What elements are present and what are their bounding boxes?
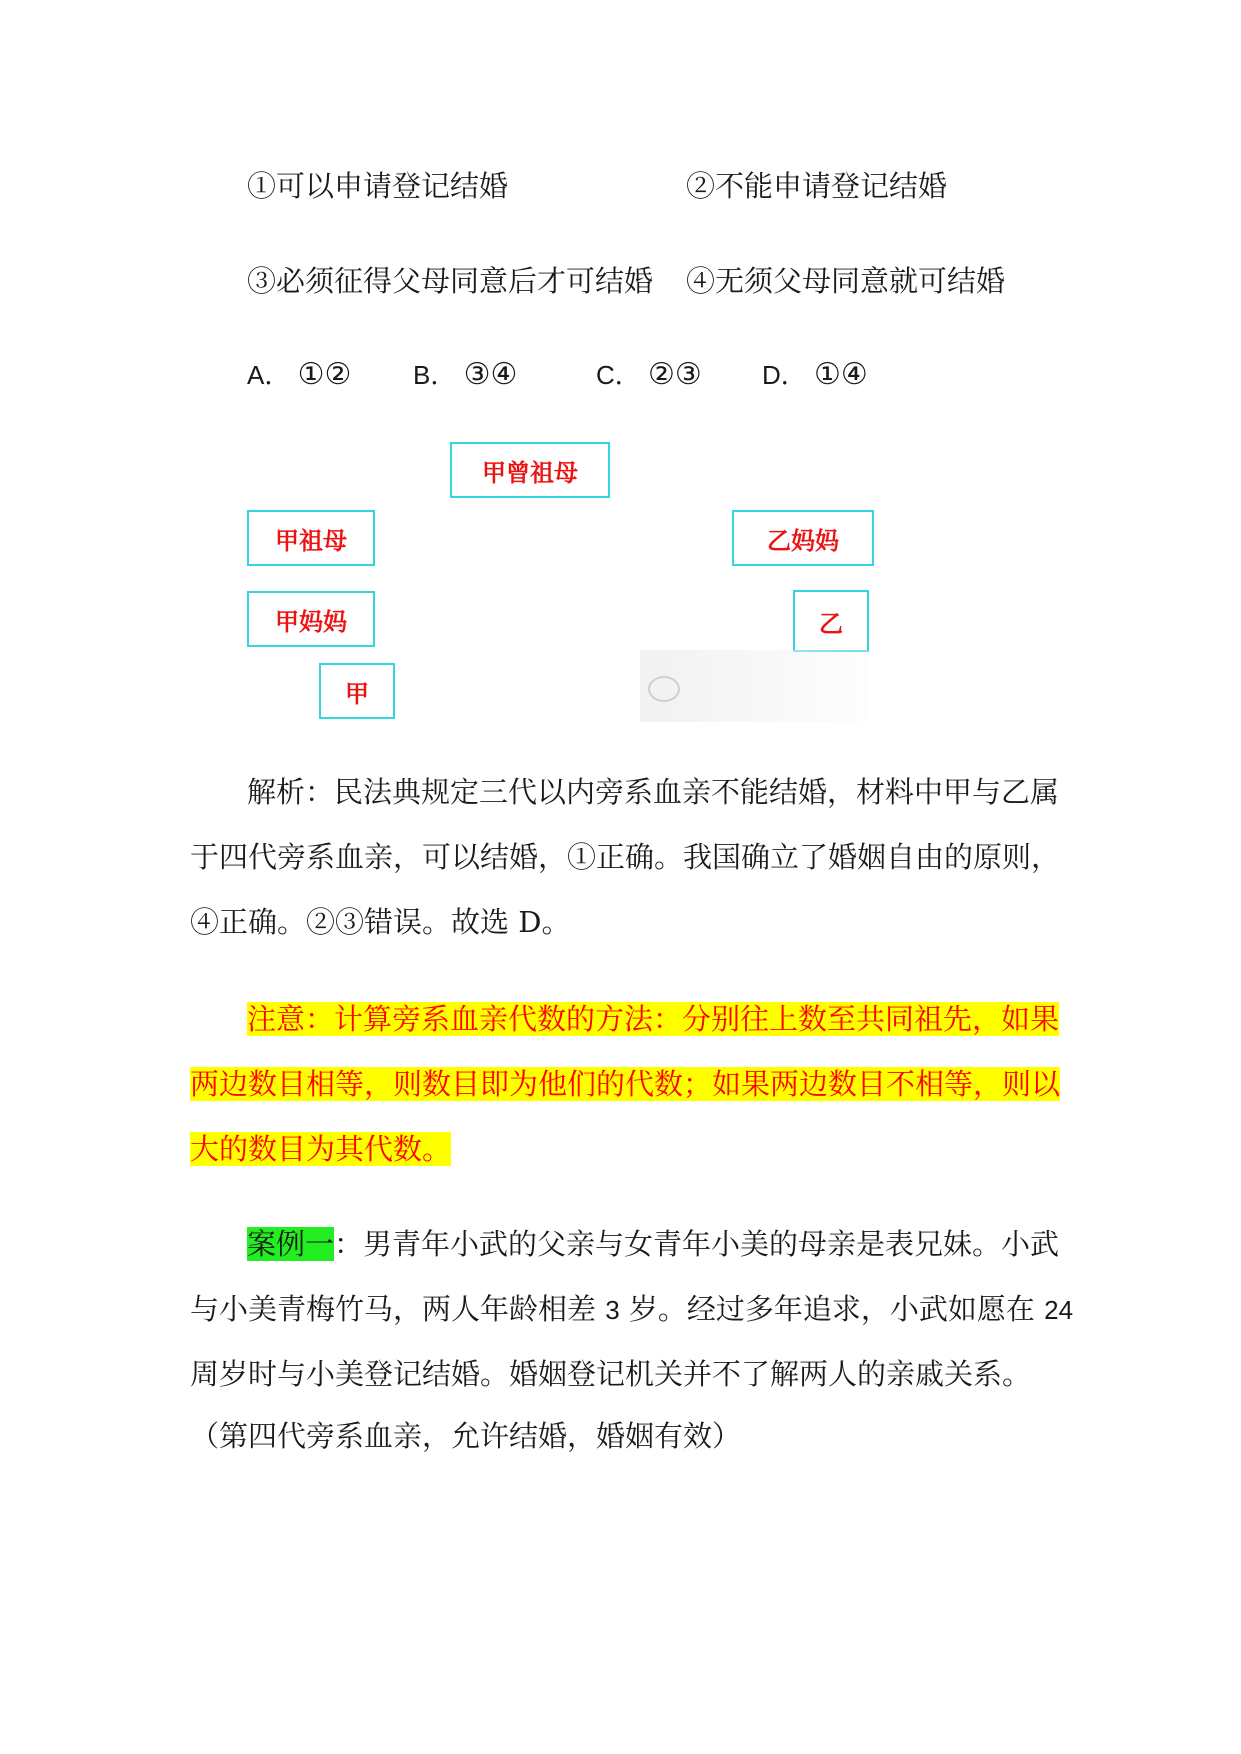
analysis-line-1: 解析：民法典规定三代以内旁系血亲不能结婚，材料中甲与乙属 [247, 775, 1060, 809]
answer-letter: D． [762, 360, 807, 390]
box-jia: 甲 [319, 663, 395, 719]
case-line-2 [190, 1287, 1073, 1328]
note-line-1 [247, 997, 1059, 1038]
answer-a [247, 355, 351, 392]
answer-letter: B． [413, 360, 457, 390]
age-number: 24 [1044, 1295, 1074, 1325]
answer-circles: ②③ [648, 357, 702, 392]
case-line-1 [247, 1222, 1059, 1263]
case-line-3: 周岁时与小美登记结婚。婚姻登记机关并不了解两人的亲戚关系。 [190, 1357, 1032, 1391]
case-text: ：男青年小武的父亲与女青年小美的母亲是表兄妹。小武 [334, 1227, 1060, 1261]
case-line-4: （第四代旁系血亲，允许结婚，婚姻有效） [190, 1419, 742, 1453]
analysis-line-3: ④正确。②③错误。故选 D。 [190, 905, 571, 939]
box-jia-grandmother: 甲祖母 [247, 510, 375, 566]
option-4: ④无须父母同意就可结婚 [686, 264, 1006, 298]
answer-circles: ①④ [814, 357, 868, 392]
note-text: 注意：计算旁系血亲代数的方法：分别往上数至共同祖先，如果 [247, 1002, 1060, 1036]
case-label: 案例一 [247, 1227, 335, 1261]
option-2: ②不能申请登记结婚 [686, 169, 948, 203]
note-text: 大的数目为其代数。 [190, 1132, 452, 1166]
box-jia-mother: 甲妈妈 [247, 591, 375, 647]
answer-c [596, 355, 702, 392]
box-yi-mother: 乙妈妈 [732, 510, 874, 566]
answer-letter: A． [247, 360, 291, 390]
note-text: 两边数目相等，则数目即为他们的代数；如果两边数目不相等，则以 [190, 1067, 1061, 1101]
option-3: ③必须征得父母同意后才可结婚 [247, 264, 654, 298]
case-text: 岁。经过多年追求，小武如愿在 [628, 1292, 1035, 1326]
answer-b [413, 355, 517, 392]
box-yi: 乙 [793, 590, 869, 652]
answer-d [762, 355, 868, 392]
case-text: 与小美青梅竹马，两人年龄相差 [190, 1292, 597, 1326]
note-line-3 [190, 1127, 451, 1168]
wechat-watermark-icon [648, 676, 680, 702]
answer-letter: C． [596, 360, 641, 390]
note-line-2 [190, 1062, 1060, 1103]
analysis-line-2: 于四代旁系血亲，可以结婚，①正确。我国确立了婚姻自由的原则， [190, 840, 1061, 874]
option-1: ①可以申请登记结婚 [247, 169, 509, 203]
answer-circles: ①② [297, 357, 352, 392]
box-great-grandmother: 甲曾祖母 [450, 442, 610, 498]
age-difference: 3 [605, 1295, 620, 1325]
answer-circles: ③④ [463, 357, 518, 392]
